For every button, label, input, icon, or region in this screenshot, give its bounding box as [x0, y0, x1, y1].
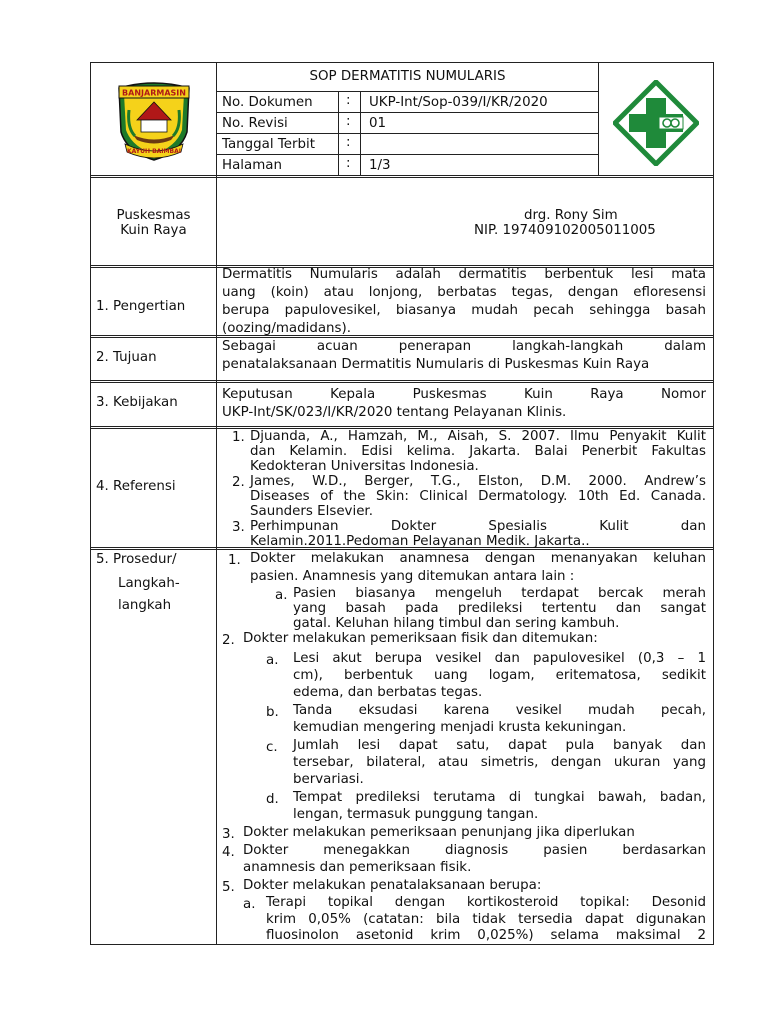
kebijakan-line: UKP-Int/SK/023/I/KR/2020 tentang Pelayanan Klinis. — [222, 405, 567, 420]
substep-line: Terapi topikal dengan kortikosteroid topikal: Desonid — [266, 895, 706, 910]
grid-line — [90, 380, 714, 381]
pengertian-line: (oozing/madidans). — [222, 321, 351, 336]
banjarmasin-city-emblem — [115, 80, 193, 162]
value-halaman: 1/3 — [369, 158, 391, 173]
signer-nip: NIP. 197409102005011005 — [474, 223, 656, 238]
step-line: Dokter melakukan penatalaksanaan berupa: — [243, 878, 542, 893]
emblem-bottom-text: KAYUH BAIMBAI — [127, 148, 181, 155]
step-line: Dokter melakukan pemeriksaan fisik dan ditemukan: — [243, 631, 598, 646]
step-number: 4. — [222, 845, 235, 860]
grid-line — [598, 62, 599, 176]
substep-letter: a. — [243, 897, 256, 912]
label-halaman: Halaman — [222, 158, 282, 173]
substep-line: Pasien biasanya mengeluh terdapat bercak merah — [293, 586, 706, 601]
section-label-prosedur-2: Langkah- — [118, 576, 180, 591]
organization-name: Puskesmas — [116, 208, 191, 223]
substep-line: edema, dan berbatas tegas. — [293, 685, 483, 700]
pengertian-line: Dermatitis Numularis adalah dermatitis berbentuk lesi mata — [222, 267, 706, 282]
ref-line: James, W.D., Berger, T.G., Elston, D.M. 2000. Andrew’s — [250, 474, 706, 489]
grid-line — [216, 154, 598, 155]
substep-line: Tanda eksudasi karena vesikel mudah pecah, — [293, 703, 706, 718]
grid-line — [216, 91, 598, 92]
pengertian-line: uang (koin) atau lonjong, berbatas tegas, dengan efloresensi — [222, 285, 706, 300]
ref-number: 3. — [232, 520, 245, 535]
step-number: 3. — [222, 827, 235, 842]
substep-line: lengan, termasuk punggung tangan. — [293, 807, 539, 822]
grid-line — [90, 426, 714, 427]
grid-line — [216, 112, 598, 113]
substep-line: Lesi akut berupa vesikel dan papulovesikel (0,3 – 1 — [293, 651, 706, 666]
step-line: pasien. Anamnesis yang ditemukan antara lain : — [250, 569, 575, 584]
substep-line: kemudian mengering menjadi krusta kekuningan. — [293, 720, 627, 735]
sep-no-dokumen: : — [346, 93, 351, 108]
grid-line — [90, 382, 714, 383]
substep-letter: b. — [266, 705, 279, 720]
step-line: Dokter menegakkan diagnosis pasien berdasarkan — [243, 843, 706, 858]
substep-line: tersebar, bilateral, atau simetris, dengan ukuran yang — [293, 755, 706, 770]
section-label-pengertian: 1. Pengertian — [96, 299, 186, 314]
step-number: 5. — [222, 880, 235, 895]
section-label-kebijakan: 3. Kebijakan — [96, 395, 178, 410]
substep-line: cm), berbentuk uang logam, eritematosa, sedikit — [293, 668, 706, 683]
label-no-dokumen: No. Dokumen — [222, 95, 313, 110]
grid-line — [216, 133, 598, 134]
section-label-referensi: 4. Referensi — [96, 479, 176, 494]
substep-line: gatal. Keluhan hilang timbul dan sering kambuh. — [293, 616, 620, 631]
emblem-top-text: BANJARMASIN — [122, 88, 186, 98]
substep-line: krim 0,05% (catatan: bila tidak tersedia dapat digunakan — [266, 912, 706, 927]
grid-line — [216, 62, 217, 945]
grid-line — [90, 175, 714, 176]
organization-name-2: Kuin Raya — [120, 223, 187, 238]
table-border-top — [90, 62, 714, 63]
value-no-revisi: 01 — [369, 116, 387, 131]
grid-line — [90, 335, 714, 336]
section-label-prosedur: 5. Prosedur/ — [96, 552, 177, 567]
substep-line: yang basah pada predileksi tertentu dan sangat — [293, 601, 706, 616]
step-number: 1. — [228, 553, 241, 568]
substep-letter: c. — [266, 740, 278, 755]
sep-halaman: : — [346, 156, 351, 171]
ref-line: Djuanda, A., Hamzah, M., Aisah, S. 2007. Ilmu Penyakit Kulit — [250, 429, 706, 444]
sep-no-revisi: : — [346, 114, 351, 129]
substep-letter: a. — [275, 588, 288, 603]
ref-line: Saunders Elsevier. — [250, 504, 373, 519]
ref-line: Kedokteran Universitas Indonesia. — [250, 459, 479, 474]
ref-number: 2. — [232, 475, 245, 490]
step-line: anamnesis dan pemeriksaan fisik. — [243, 860, 472, 875]
section-label-prosedur-3: langkah — [118, 598, 172, 613]
substep-line: bervariasi. — [293, 772, 364, 787]
pengertian-line: berupa papulovesikel, biasanya mudah pecah sehingga basah — [222, 303, 706, 318]
document-title: SOP DERMATITIS NUMULARIS — [309, 69, 506, 84]
tujuan-line: Sebagai acuan penerapan langkah-langkah dalam — [222, 339, 706, 354]
ref-line: Diseases of the Skin: Clinical Dermatology. 10th Ed. Canada. — [250, 489, 706, 504]
table-border-right — [713, 62, 714, 945]
ref-line: Kelamin.2011.Pedoman Pelayanan Medik. Jakarta.. — [250, 534, 590, 549]
kebijakan-line: Keputusan Kepala Puskesmas Kuin Raya Nomor — [222, 387, 706, 402]
ref-number: 1. — [232, 430, 245, 445]
step-number: 2. — [222, 633, 235, 648]
substep-line: Jumlah lesi dapat satu, dapat pula banyak dan — [293, 738, 706, 753]
step-line: Dokter melakukan anamnesa dengan menanyakan keluhan — [250, 551, 706, 566]
substep-letter: d. — [266, 792, 279, 807]
signer-name: drg. Rony Sim — [524, 208, 618, 223]
substep-line: Tempat predileksi terutama di tungkai bawah, badan, — [293, 790, 706, 805]
table-border-left — [90, 62, 91, 945]
substep-line: fluosinolon asetonid krim 0,025%) selama maksimal 2 — [266, 928, 706, 943]
grid-line — [90, 177, 714, 178]
substep-letter: a. — [266, 653, 279, 668]
tujuan-line: penatalaksanaan Dermatitis Numularis di Puskesmas Kuin Raya — [222, 357, 650, 372]
sep-tanggal-terbit: : — [346, 135, 351, 150]
ref-line: dan Kelamin. Edisi kelima. Jakarta. Balai Penerbit Fakultas — [250, 444, 706, 459]
puskesmas-cross-logo — [613, 80, 699, 166]
label-tanggal-terbit: Tanggal Terbit — [222, 137, 315, 152]
label-no-revisi: No. Revisi — [222, 116, 288, 131]
ref-line: Perhimpunan Dokter Spesialis Kulit dan — [250, 519, 706, 534]
step-line: Dokter melakukan pemeriksaan penunjang jika diperlukan — [243, 825, 635, 840]
value-no-dokumen: UKP-Int/Sop-039/I/KR/2020 — [369, 95, 548, 110]
section-label-tujuan: 2. Tujuan — [96, 350, 157, 365]
